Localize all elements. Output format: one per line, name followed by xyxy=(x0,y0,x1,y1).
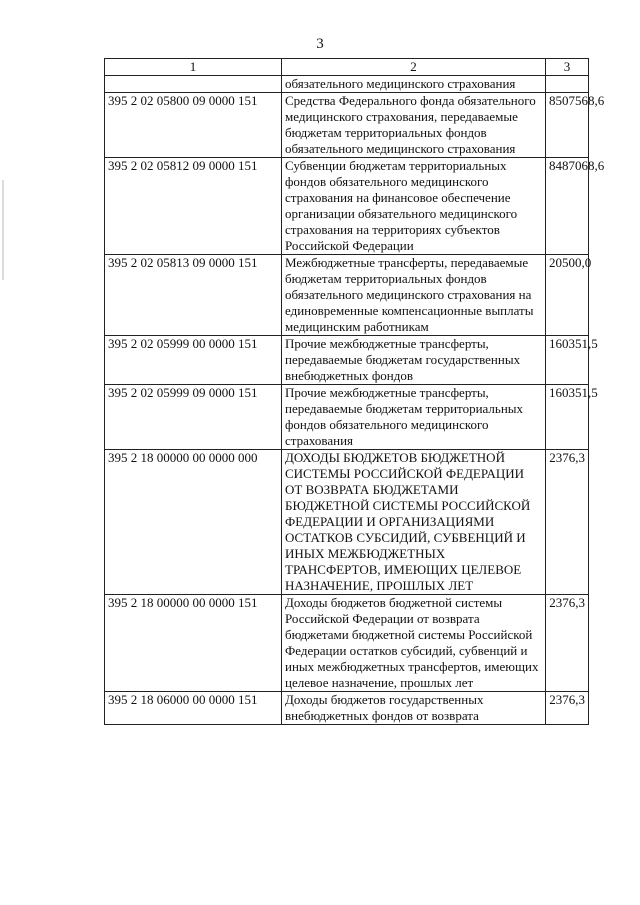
scan-edge-shadow xyxy=(2,180,4,280)
table-row xyxy=(105,76,589,93)
table-header-row xyxy=(105,59,589,76)
row-code: 395 2 02 05800 09 0000 151 xyxy=(105,93,282,158)
row-name: Межбюджетные трансферты, передаваемые бюджетам территориальных фондов обязательного медицинского страхования на единовременные компенсационные выплаты медицинским работникам xyxy=(282,255,546,336)
row-code: 395 2 02 05813 09 0000 151 xyxy=(105,255,282,336)
row-name: Прочие межбюджетные трансферты, передаваемые бюджетам государственных внебюджетных фондов xyxy=(282,336,546,385)
row-code: 395 2 18 00000 00 0000 000 xyxy=(105,450,282,595)
row-amount: 2376,3 xyxy=(546,692,589,725)
row-name: Доходы бюджетов государственных внебюджетных фондов от возврата xyxy=(282,692,546,725)
row-amount: 8487068,6 xyxy=(546,158,589,255)
row-code: 395 2 02 05999 09 0000 151 xyxy=(105,385,282,450)
table-row xyxy=(105,385,589,450)
column-header-amount: 3 xyxy=(546,59,589,76)
row-amount: 8507568,6 xyxy=(546,93,589,158)
table-row xyxy=(105,450,589,595)
budget-revenue-table xyxy=(104,58,605,725)
row-name: Субвенции бюджетам территориальных фондов обязательного медицинского страхования на финансовое обеспечение организации обязательного медицинского страхования на территориях субъектов Российской Федерации xyxy=(282,158,546,255)
row-amount: 2376,3 xyxy=(546,595,589,692)
row-code: 395 2 02 05999 00 0000 151 xyxy=(105,336,282,385)
row-name: обязательного медицинского страхования xyxy=(282,76,546,93)
row-amount: 160351,5 xyxy=(546,336,589,385)
row-code: 395 2 18 00000 00 0000 151 xyxy=(105,595,282,692)
row-name: Средства Федерального фонда обязательного медицинского страхования, передаваемые бюджетам территориальных фондов обязательного медицинского страхования xyxy=(282,93,546,158)
row-code: 395 2 18 06000 00 0000 151 xyxy=(105,692,282,725)
row-amount: 160351,5 xyxy=(546,385,589,450)
page-number: 3 xyxy=(316,36,324,52)
row-name: Прочие межбюджетные трансферты, передаваемые бюджетам территориальных фондов обязательного медицинского страхования xyxy=(282,385,546,450)
table-row xyxy=(105,93,589,158)
row-amount: 2376,3 xyxy=(546,450,589,595)
row-amount: 20500,0 xyxy=(546,255,589,336)
row-code xyxy=(105,76,282,93)
table-row xyxy=(105,595,589,692)
column-header-code: 1 xyxy=(105,59,282,76)
row-name: ДОХОДЫ БЮДЖЕТОВ БЮДЖЕТНОЙ СИСТЕМЫ РОССИЙСКОЙ ФЕДЕРАЦИИ ОТ ВОЗВРАТА БЮДЖЕТАМИ БЮДЖЕТНОЙ СИСТЕМЫ РОССИЙСКОЙ ФЕДЕРАЦИИ И ОРГАНИЗАЦИЯМИ ОСТАТКОВ СУБСИДИЙ, СУБВЕНЦИЙ И ИНЫХ МЕЖБЮДЖЕТНЫХ ТРАНСФЕРТОВ, ИМЕЮЩИХ ЦЕЛЕВОЕ НАЗНАЧЕНИЕ, ПРОШЛЫХ ЛЕТ xyxy=(282,450,546,595)
table-row xyxy=(105,158,589,255)
table-row xyxy=(105,692,589,725)
column-header-name: 2 xyxy=(282,59,546,76)
row-amount xyxy=(546,76,589,93)
row-code: 395 2 02 05812 09 0000 151 xyxy=(105,158,282,255)
table-row xyxy=(105,255,589,336)
row-name: Доходы бюджетов бюджетной системы Российской Федерации от возврата бюджетами бюджетной системы Российской Федерации остатков субсидий, субвенций и иных межбюджетных трансфертов, имеющих целевое назначение, прошлых лет xyxy=(282,595,546,692)
table-row xyxy=(105,336,589,385)
